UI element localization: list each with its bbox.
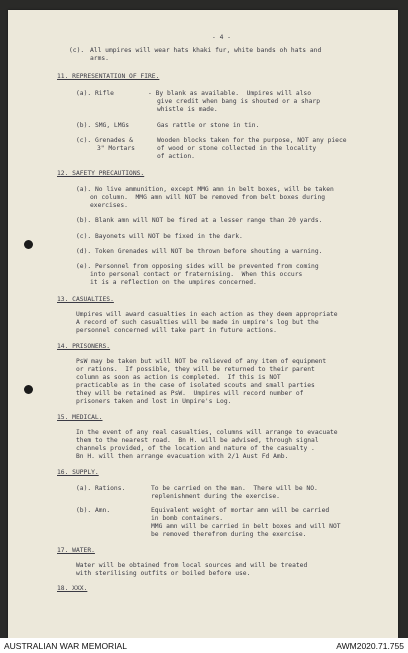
item-line: All umpires will wear hats khaki fur, white bands oh hats and	[90, 47, 322, 54]
section-heading-12: 12. SAFETY PRECAUTIONS.	[57, 170, 145, 177]
item-line: To be carried on the man. There will be NO.	[151, 485, 318, 492]
item-line: (a). No live ammunition, except MMG amn in belt boxes, will be taken	[76, 186, 334, 193]
item-line: Bn H. will then arrange evacuation with 2/1 Aust Fd Amb.	[76, 453, 289, 460]
item-line: them to the nearest road. Bn H. will be advised, through signal	[76, 437, 319, 444]
section-heading-15: 15. MEDICAL.	[57, 414, 103, 421]
item-line: column as soon as action is completed. If this is NOT	[76, 374, 281, 381]
item-line: PsW may be taken but will NOT be relieved of any item of equipment	[76, 358, 327, 365]
item-line: whistle is made.	[157, 106, 218, 113]
item-label: (a). Rations.	[76, 485, 126, 492]
item-line: or rations. If possible, they will be returned to their parent	[76, 366, 315, 373]
item-line: Water will be obtained from local sources and will be treated	[76, 562, 308, 569]
item-line: on column. MMG amn will NOT be removed from belt boxes during	[90, 194, 326, 201]
punch-hole	[24, 385, 33, 394]
item-line: personnel concerned will take part in future actions.	[76, 327, 277, 334]
page-number: - 4 -	[212, 34, 231, 41]
section-heading-18: 18. XXX.	[57, 585, 88, 592]
item-label: (b). SMG, LMGs	[76, 122, 130, 129]
item-line: (b). Blank amn will NOT be fired at a lesser range than 20 yards.	[76, 217, 323, 224]
item-line: practicable as in the case of isolated scouts and small parties	[76, 382, 315, 389]
item-label: 3" Mortars	[97, 145, 135, 152]
item-label: (b). Amn.	[76, 507, 111, 514]
item-line: Gas rattle or stone in tin.	[157, 122, 260, 129]
item-line: Equivalent weight of mortar amn will be carried	[151, 507, 330, 514]
item-label: (c). Grenades &	[76, 137, 133, 144]
section-heading-13: 13. CASUALTIES.	[57, 296, 114, 303]
item-line: replenishment during the exercise.	[151, 493, 280, 500]
item-line: be removed therefrom during the exercise.	[151, 531, 307, 538]
item-line: in bomb containers.	[151, 515, 224, 522]
punch-hole	[24, 240, 33, 249]
item-line: they will be retained as PsW. Umpires will record number of	[76, 390, 304, 397]
item-line: A record of such casualties will be made in umpire's log but the	[76, 319, 319, 326]
item-line: MMG amn will be carried in belt boxes and will NOT	[151, 523, 341, 530]
item-label: (a). Rifle	[76, 90, 114, 97]
footer-bar	[0, 638, 408, 653]
section-heading-14: 14. PRISONERS.	[57, 343, 111, 350]
item-line: of action.	[157, 153, 195, 160]
item-line: give credit when bang is shouted or a sharp	[157, 98, 321, 105]
item-line: into personal contact or fraternising. When this occurs	[90, 271, 303, 278]
footer-source: AUSTRALIAN WAR MEMORIAL	[4, 641, 127, 651]
item-line: Umpires will award casualties in each action as they deem appropriate	[76, 311, 338, 318]
item-label: (c).	[69, 47, 85, 54]
item-line: of wood or stone collected in the locality	[157, 145, 317, 152]
item-line: Wooden blocks taken for the purpose, NOT any piece	[157, 137, 347, 144]
item-line: arms.	[90, 55, 109, 62]
item-line: (d). Token Grenades will NOT be thrown before shouting a warning.	[76, 248, 323, 255]
section-heading-16: 16. SUPPLY.	[57, 469, 99, 476]
item-line: (e). Personnel from opposing sides will be prevented from coming	[76, 263, 319, 270]
item-line: - By blank as available. Umpires will also	[148, 90, 312, 97]
item-line: exercises.	[90, 202, 128, 209]
section-heading-11: 11. REPRESENTATION OF FIRE.	[57, 73, 160, 80]
document-page	[8, 10, 398, 638]
section-heading-17: 17. WATER.	[57, 547, 95, 554]
item-line: with sterilising outfits or boiled before use.	[76, 570, 251, 577]
item-line: channels provided, of the location and nature of the casualty .	[76, 445, 315, 452]
item-line: it is a reflection on the umpires concerned.	[90, 279, 257, 286]
item-line: prisoners taken and lost in Umpire's Log.	[76, 398, 232, 405]
item-line: In the event of any real casualties, columns will arrange to evacuate	[76, 429, 338, 436]
item-line: (c). Bayonets will NOT be fixed in the dark.	[76, 233, 243, 240]
footer-accession-number: AWM2020.71.755	[336, 641, 404, 651]
